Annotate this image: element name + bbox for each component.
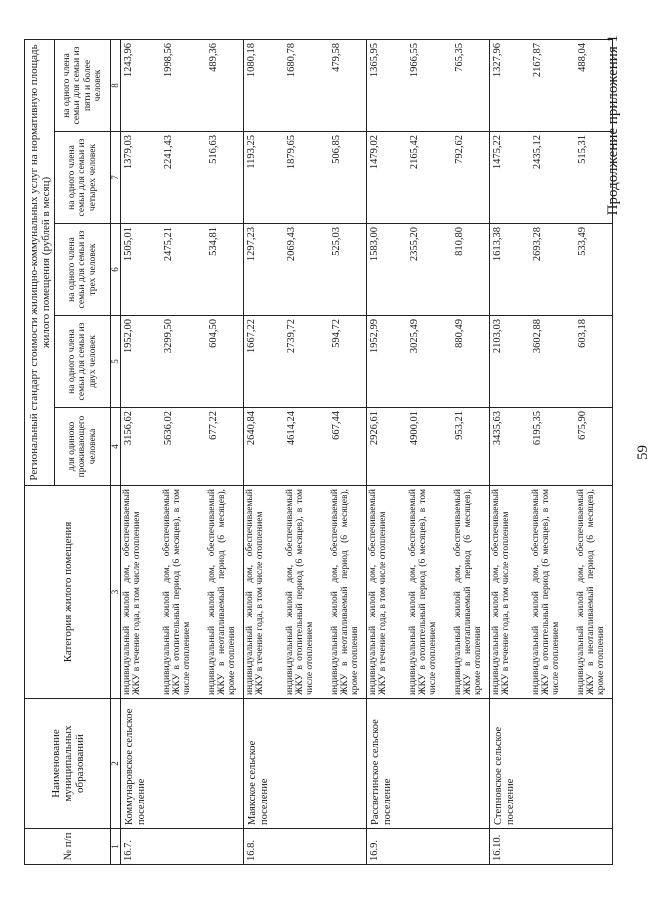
cost-value: 1505,01 [121, 224, 161, 316]
cost-value: 6195,35 [530, 408, 575, 486]
cost-value: 1613,38 [490, 224, 530, 316]
cost-value: 506,85 [329, 132, 367, 224]
header-cost-standard: Региональный стандарт стоимости жилищно-коммунальных услуг на нормативную площадь жилого помещения (рублей в месяц) [25, 39, 55, 485]
cost-value: 533,49 [575, 224, 613, 316]
header-category: Категория жилого помещения [25, 486, 111, 699]
column-index: 1 [111, 829, 121, 865]
cost-value: 667,44 [329, 408, 367, 486]
cost-value: 1952,00 [121, 316, 161, 408]
cost-value: 2926,61 [367, 408, 407, 486]
cost-value: 2167,87 [530, 39, 575, 131]
column-index: 2 [111, 699, 121, 829]
cost-value: 1952,99 [367, 316, 407, 408]
cost-value: 953,21 [452, 408, 490, 486]
cost-value: 792,62 [452, 132, 490, 224]
header-family-2: на одного члена семьи для семьи из двух человек [55, 316, 111, 408]
cost-value: 1879,65 [284, 132, 329, 224]
cost-value: 2165,42 [407, 132, 452, 224]
cost-value: 1243,96 [121, 39, 161, 131]
cost-value: 3025,49 [407, 316, 452, 408]
housing-category: индивидуальный жилой дом, обеспечиваемый ЖКУ в отопительный период (6 месяцев), в том числе отоплением [530, 486, 575, 699]
municipality-name: Маякское сельское поселение [244, 699, 367, 829]
cost-value: 1475,22 [490, 132, 530, 224]
cost-value: 3156,62 [121, 408, 161, 486]
cost-value: 479,58 [329, 39, 367, 131]
cost-value: 2069,43 [284, 224, 329, 316]
cost-value: 2640,84 [244, 408, 284, 486]
housing-category: индивидуальный жилой дом, обеспечиваемый ЖКУ в течение года, в том числе отоплением [367, 486, 407, 699]
cost-value: 677,22 [206, 408, 244, 486]
cost-value: 1966,55 [407, 39, 452, 131]
cost-value: 2475,21 [161, 224, 206, 316]
page-number: 59 [635, 445, 651, 460]
cost-value: 5636,02 [161, 408, 206, 486]
cost-value: 1080,18 [244, 39, 284, 131]
municipality-name: Степновское сельское поселение [490, 699, 613, 829]
cost-value: 2435,12 [530, 132, 575, 224]
header-family-3: на одного члена семьи для семьи из трех человек [55, 224, 111, 316]
cost-value: 1297,23 [244, 224, 284, 316]
cost-value: 2241,43 [161, 132, 206, 224]
cost-value: 3299,50 [161, 316, 206, 408]
housing-category: индивидуальный жилой дом, обеспечиваемый ЖКУ в отопительный период (6 месяцев), в том числе отоплением [161, 486, 206, 699]
cost-value: 1667,22 [244, 316, 284, 408]
cost-value: 604,50 [206, 316, 244, 408]
housing-category: индивидуальный жилой дом, обеспечиваемый ЖКУ в неотапливаемый период (6 месяцев), кроме отопления [575, 486, 613, 699]
cost-value: 1479,02 [367, 132, 407, 224]
housing-category: индивидуальный жилой дом, обеспечиваемый ЖКУ в течение года, в том числе отоплением [121, 486, 161, 699]
housing-category: индивидуальный жилой дом, обеспечиваемый ЖКУ в неотапливаемый период (6 месяцев), кроме отопления [452, 486, 490, 699]
cost-value: 675,90 [575, 408, 613, 486]
cost-value: 1379,03 [121, 132, 161, 224]
housing-category: индивидуальный жилой дом, обеспечиваемый ЖКУ в течение года, в том числе отоплением [244, 486, 284, 699]
column-index: 8 [111, 39, 121, 131]
cost-value: 1193,25 [244, 132, 284, 224]
housing-category: индивидуальный жилой дом, обеспечиваемый ЖКУ в отопительный период (6 месяцев), в том числе отоплением [407, 486, 452, 699]
header-single: для одиноко проживающего человека [55, 408, 111, 486]
cost-value: 2739,72 [284, 316, 329, 408]
housing-category: индивидуальный жилой дом, обеспечиваемый ЖКУ в неотапливаемый период (6 месяцев), кроме отопления [206, 486, 244, 699]
municipality-name: Коммунаровское сельское поселение [121, 699, 244, 829]
cost-standard-table [24, 39, 613, 865]
cost-value: 534,81 [206, 224, 244, 316]
header-municipality: Наименование муниципальных образований [25, 699, 111, 829]
cost-value: 488,04 [575, 39, 613, 131]
cost-value: 2103,03 [490, 316, 530, 408]
cost-value: 3602,88 [530, 316, 575, 408]
header-no: № п/п [25, 829, 111, 865]
cost-value: 594,72 [329, 316, 367, 408]
municipality-name: Рассветинское сельское поселение [367, 699, 490, 829]
row-number: 16.9. [367, 829, 490, 865]
cost-value: 2693,28 [530, 224, 575, 316]
column-index: 4 [111, 408, 121, 486]
cost-value: 765,35 [452, 39, 490, 131]
cost-value: 4900,01 [407, 408, 452, 486]
row-number: 16.7. [121, 829, 244, 865]
continuation-label: Продолжение приложения 1 [605, 35, 621, 216]
column-index: 7 [111, 132, 121, 224]
cost-value: 1998,56 [161, 39, 206, 131]
cost-value: 516,63 [206, 132, 244, 224]
cost-value: 1680,78 [284, 39, 329, 131]
cost-value: 4614,24 [284, 408, 329, 486]
column-index: 5 [111, 316, 121, 408]
cost-value: 880,49 [452, 316, 490, 408]
housing-category: индивидуальный жилой дом, обеспечиваемый ЖКУ в отопительный период (6 месяцев), в том числе отоплением [284, 486, 329, 699]
header-family-5: на одного члена семьи для семьи из пяти и более человек [55, 39, 111, 131]
cost-value: 603,18 [575, 316, 613, 408]
cost-value: 525,03 [329, 224, 367, 316]
row-number: 16.10. [490, 829, 613, 865]
cost-value: 1583,00 [367, 224, 407, 316]
cost-value: 2355,20 [407, 224, 452, 316]
cost-value: 515,31 [575, 132, 613, 224]
cost-value: 1365,95 [367, 39, 407, 131]
column-index: 6 [111, 224, 121, 316]
header-family-4: на одного члена семьи для семьи из четырех человек [55, 132, 111, 224]
cost-value: 810,80 [452, 224, 490, 316]
row-number: 16.8. [244, 829, 367, 865]
housing-category: индивидуальный жилой дом, обеспечиваемый ЖКУ в неотапливаемый период (6 месяцев), кроме отопления [329, 486, 367, 699]
housing-category: индивидуальный жилой дом, обеспечиваемый ЖКУ в течение года, в том числе отоплением [490, 486, 530, 699]
cost-value: 489,36 [206, 39, 244, 131]
column-index: 3 [111, 486, 121, 699]
cost-value: 1327,96 [490, 39, 530, 131]
cost-value: 3435,63 [490, 408, 530, 486]
